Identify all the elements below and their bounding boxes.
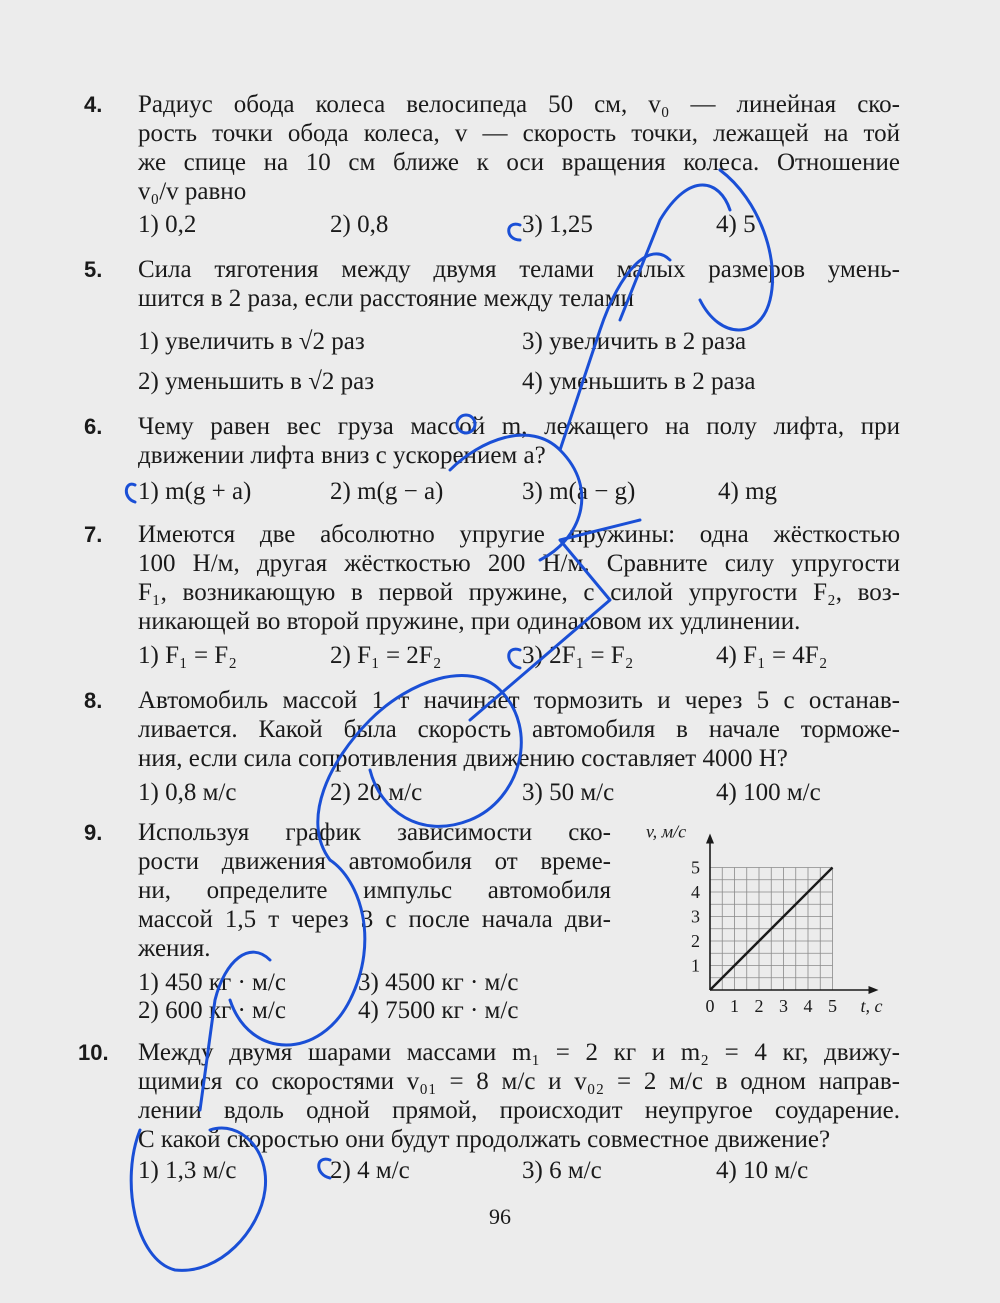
text-line: С какой скоростью они будут продолжать совместное движение? xyxy=(138,1126,831,1153)
text-line: жения. xyxy=(138,935,211,962)
answer-option[interactable]: 4) 5 xyxy=(716,211,756,238)
answer-option[interactable]: 2) 0,8 xyxy=(330,211,389,238)
answer-option[interactable]: 1) увеличить в √2 раз xyxy=(138,328,365,355)
problem-text xyxy=(138,1038,900,1154)
text-line: Чему равен вес груза массой m, лежащего на полу лифта, при xyxy=(138,413,900,440)
problem-text xyxy=(138,520,900,636)
text-line: 100 Н/м, другая жёсткостью 200 Н/м. Сравните силу упругости xyxy=(138,550,900,577)
answer-option[interactable]: 3) m(a − g) xyxy=(522,478,636,505)
text-line: Сила тяготения между двумя телами малых размеров умень- xyxy=(138,256,900,283)
y-axis-label: v, м/с xyxy=(646,821,687,842)
text-line: Используя график зависимости ско- xyxy=(138,819,611,846)
answer-option[interactable]: 1) F₁ = F₂ xyxy=(138,642,237,669)
problem-text xyxy=(138,686,900,773)
answer-option[interactable]: 3) увеличить в 2 раза xyxy=(522,328,747,355)
page-number: 96 xyxy=(489,1204,511,1229)
answer-option[interactable]: 3) 2F₁ = F₂ xyxy=(522,642,634,669)
answer-option[interactable]: 1) 1,3 м/с xyxy=(138,1157,237,1184)
answer-option[interactable]: 4) 10 м/с xyxy=(716,1157,809,1184)
answer-option[interactable]: 4) F₁ = 4F₂ xyxy=(716,642,828,669)
answer-option[interactable]: 4) уменьшить в 2 раза xyxy=(522,368,756,395)
answer-option[interactable]: 1) 0,8 м/с xyxy=(138,779,237,806)
answer-option[interactable]: 2) m(g − a) xyxy=(330,478,444,505)
answer-option[interactable]: 3) 6 м/с xyxy=(522,1157,602,1184)
text-line: ния, если сила сопротивления движению составляет 4000 Н? xyxy=(138,745,788,772)
answer-option[interactable]: 2) уменьшить в √2 раз xyxy=(138,368,375,395)
problem-number: 9. xyxy=(84,820,103,845)
x-axis-label: t, с xyxy=(860,996,883,1016)
text-line: движении лифта вниз с ускорением a? xyxy=(138,442,546,469)
ink-stroke xyxy=(509,224,520,240)
text-line: шится в 2 раза, если расстояние между телами xyxy=(138,285,634,312)
answer-option[interactable]: 3) 50 м/с xyxy=(522,779,615,806)
problem-number: 8. xyxy=(84,688,103,713)
x-tick-label: 2 xyxy=(754,996,764,1016)
answer-option[interactable]: 4) 7500 кг · м/с xyxy=(358,997,519,1024)
y-tick-label: 4 xyxy=(691,882,700,902)
answer-option[interactable]: 4) 100 м/с xyxy=(716,779,821,806)
ink-stroke xyxy=(126,484,135,502)
text-line: лении вдоль одной прямой, происходит неупругое соударение. xyxy=(138,1097,900,1124)
answer-option[interactable]: 2) 4 м/с xyxy=(330,1157,410,1184)
x-tick-label: 4 xyxy=(803,996,813,1016)
problem-text xyxy=(138,255,900,313)
answer-option[interactable]: 4) mg xyxy=(718,478,778,505)
answer-option[interactable]: 1) m(g + a) xyxy=(138,478,252,505)
problem-number: 6. xyxy=(84,414,103,439)
y-tick-label: 2 xyxy=(691,931,700,951)
answer-option[interactable]: 1) 0,2 xyxy=(138,211,197,238)
problem-text xyxy=(138,412,900,470)
text-line: массой 1,5 т через 3 с после начала дви- xyxy=(138,906,611,933)
problem-number: 4. xyxy=(84,92,103,117)
answer-option[interactable]: 3) 4500 кг · м/с xyxy=(358,969,519,996)
answer-option[interactable]: 1) 450 кг · м/с xyxy=(138,969,286,996)
text-line: Имеются две абсолютно упругие пружины: одна жёсткостью xyxy=(138,521,900,548)
problem-text xyxy=(138,818,611,963)
text-line: ни, определите импульс автомобиля xyxy=(138,877,611,904)
problem-number: 5. xyxy=(84,257,103,282)
velocity-time-chart xyxy=(640,820,890,1020)
y-tick-label: 5 xyxy=(691,857,700,878)
problem-number: 7. xyxy=(84,522,103,547)
answer-option[interactable]: 2) 600 кг · м/с xyxy=(138,997,286,1024)
y-tick-label: 1 xyxy=(691,955,700,976)
problem-number: 10. xyxy=(78,1040,109,1065)
y-tick-label: 3 xyxy=(691,906,700,927)
text-line: Радиус обода колеса велосипеда 50 см, v₀ — линейная ско- xyxy=(138,91,900,118)
text-line: Автомобиль массой 1 т начинает тормозить и через 5 с останав- xyxy=(138,687,900,714)
answer-option[interactable]: 2) F₁ = 2F₂ xyxy=(330,642,442,669)
text-line: Между двумя шарами массами m₁ = 2 кг и m₂ = 4 кг, движу- xyxy=(138,1039,900,1066)
text-line: никающей во второй пружине, при одинаковом их удлинении. xyxy=(138,608,801,635)
answer-option[interactable]: 3) 1,25 xyxy=(522,211,593,238)
text-line: же спице на 10 см ближе к оси вращения колеса. Отношение xyxy=(138,149,900,176)
text-line: F₁, возникающую в первой пружине, с силой упругости F₂, воз- xyxy=(138,579,900,606)
text-line: рость точки обода колеса, v — скорость точки, лежащей на той xyxy=(138,120,900,147)
x-tick-label: 5 xyxy=(828,996,837,1016)
x-tick-label: 1 xyxy=(730,996,739,1016)
text-line: щимися со скоростями v₀₁ = 8 м/с и v₀₂ = 2 м/с в одном направ- xyxy=(138,1068,900,1095)
answer-option[interactable]: 2) 20 м/с xyxy=(330,779,423,806)
ink-stroke xyxy=(319,1159,330,1178)
text-line: ливается. Какой была скорость автомобиля в начале торможе- xyxy=(138,716,900,743)
x-axis-arrow xyxy=(869,986,879,994)
problem-text xyxy=(138,90,900,206)
x-tick-label: 0 xyxy=(705,996,715,1016)
y-axis-arrow xyxy=(706,834,714,844)
x-tick-label: 3 xyxy=(779,996,788,1016)
ink-stroke xyxy=(509,649,520,668)
text-line: рости движения автомобиля от време- xyxy=(138,848,611,875)
text-line: v₀/v равно xyxy=(138,178,247,205)
